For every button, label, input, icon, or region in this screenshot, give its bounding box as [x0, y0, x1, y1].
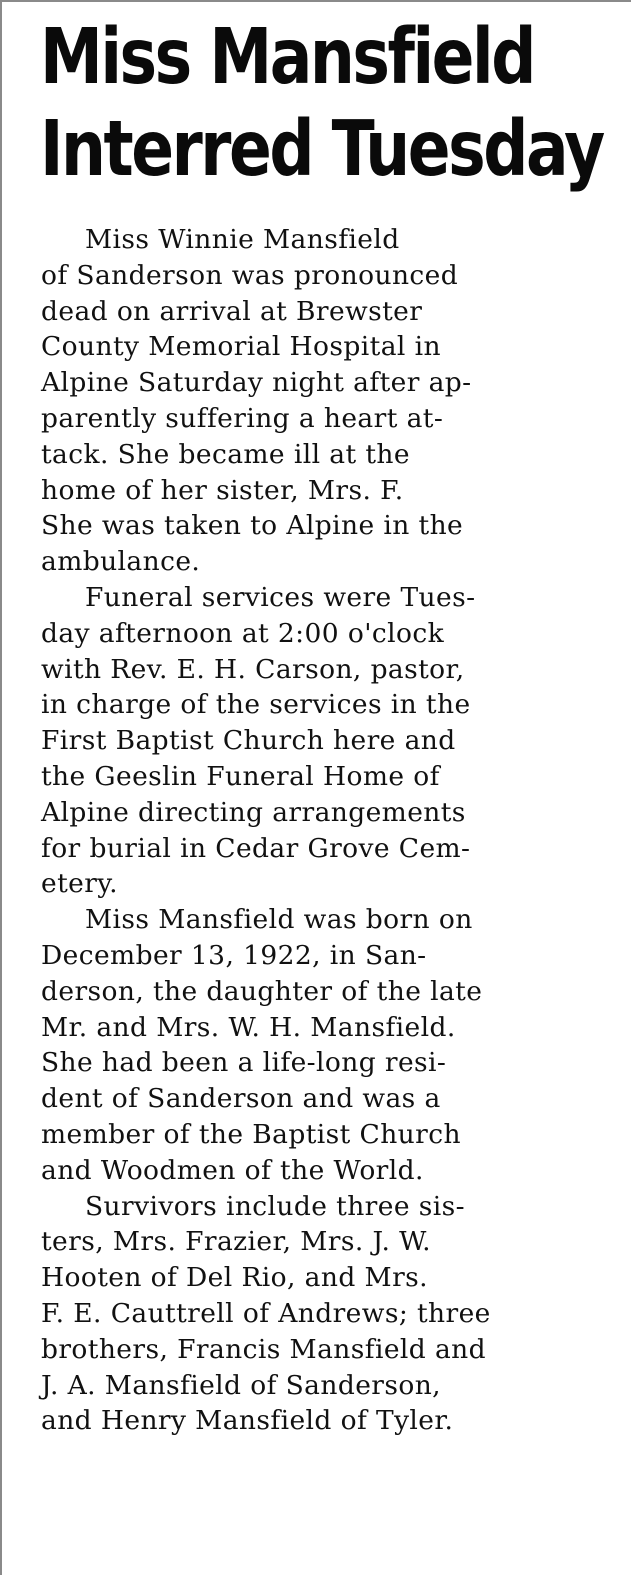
headline-line: Interred Tuesday: [40, 105, 603, 194]
text-line: County Memorial Hospital in: [41, 331, 441, 363]
text-line: brothers, Francis Mansfield and: [41, 1333, 487, 1365]
paragraph-funeral-services: [41, 580, 601, 902]
text-line: She was taken to Alpine in the: [41, 510, 464, 542]
text-line: Alpine Saturday night after ap-: [41, 367, 472, 399]
paragraph-biography: [41, 902, 601, 1188]
text-line: tack. She became ill at the: [41, 438, 410, 470]
text-line: dent of Sanderson and was a: [41, 1083, 441, 1115]
paragraph-death-notice: [41, 222, 601, 580]
text-line: Miss Winnie Mansfield: [85, 224, 400, 255]
text-line: parently suffering a heart at-: [41, 402, 444, 434]
text-line: She had been a life-long resi-: [41, 1047, 447, 1079]
text-line: Miss Mansfield was born on: [85, 904, 473, 936]
text-line: member of the Baptist Church: [41, 1118, 461, 1150]
headline: [40, 12, 603, 196]
text-line: Hooten of Del Rio, and Mrs.: [41, 1262, 428, 1294]
text-line: with Rev. E. H. Carson, pastor,: [41, 653, 465, 685]
text-line: F. E. Cauttrell of Andrews; three: [41, 1297, 491, 1329]
text-line: home of her sister, Mrs. F.: [41, 474, 404, 506]
text-line: of Sanderson was pronounced: [41, 259, 459, 291]
headline-line: Miss Mansfield: [40, 13, 534, 102]
text-line: Mr. and Mrs. W. H. Mansfield.: [41, 1011, 456, 1043]
text-line: Survivors include three sis-: [85, 1190, 465, 1222]
text-line: J. A. Mansfield of Sanderson,: [41, 1369, 441, 1401]
text-line: First Baptist Church here and: [41, 725, 456, 757]
text-line: etery.: [41, 868, 118, 900]
text-line: derson, the daughter of the late: [41, 975, 483, 1007]
text-line: dead on arrival at Brewster: [41, 295, 423, 327]
text-line: Alpine directing arrangements: [41, 796, 466, 828]
clipping-top-edge: [0, 0, 631, 2]
text-line: and Woodmen of the World.: [41, 1154, 424, 1186]
paragraph-survivors: [41, 1189, 601, 1440]
text-line: ters, Mrs. Frazier, Mrs. J. W.: [41, 1226, 431, 1258]
text-line: in charge of the services in the: [41, 689, 471, 721]
text-line: December 13, 1922, in San-: [41, 939, 427, 971]
article-body: [41, 222, 601, 1439]
text-line: for burial in Cedar Grove Cem-: [41, 832, 471, 864]
text-line: the Geeslin Funeral Home of: [41, 760, 440, 792]
text-line: and Henry Mansfield of Tyler.: [41, 1405, 454, 1437]
text-line: Funeral services were Tues-: [85, 581, 476, 613]
text-line: day afternoon at 2:00 o'clock: [41, 617, 445, 649]
clipping-left-edge: [0, 0, 2, 1575]
text-line: ambulance.: [41, 546, 201, 578]
